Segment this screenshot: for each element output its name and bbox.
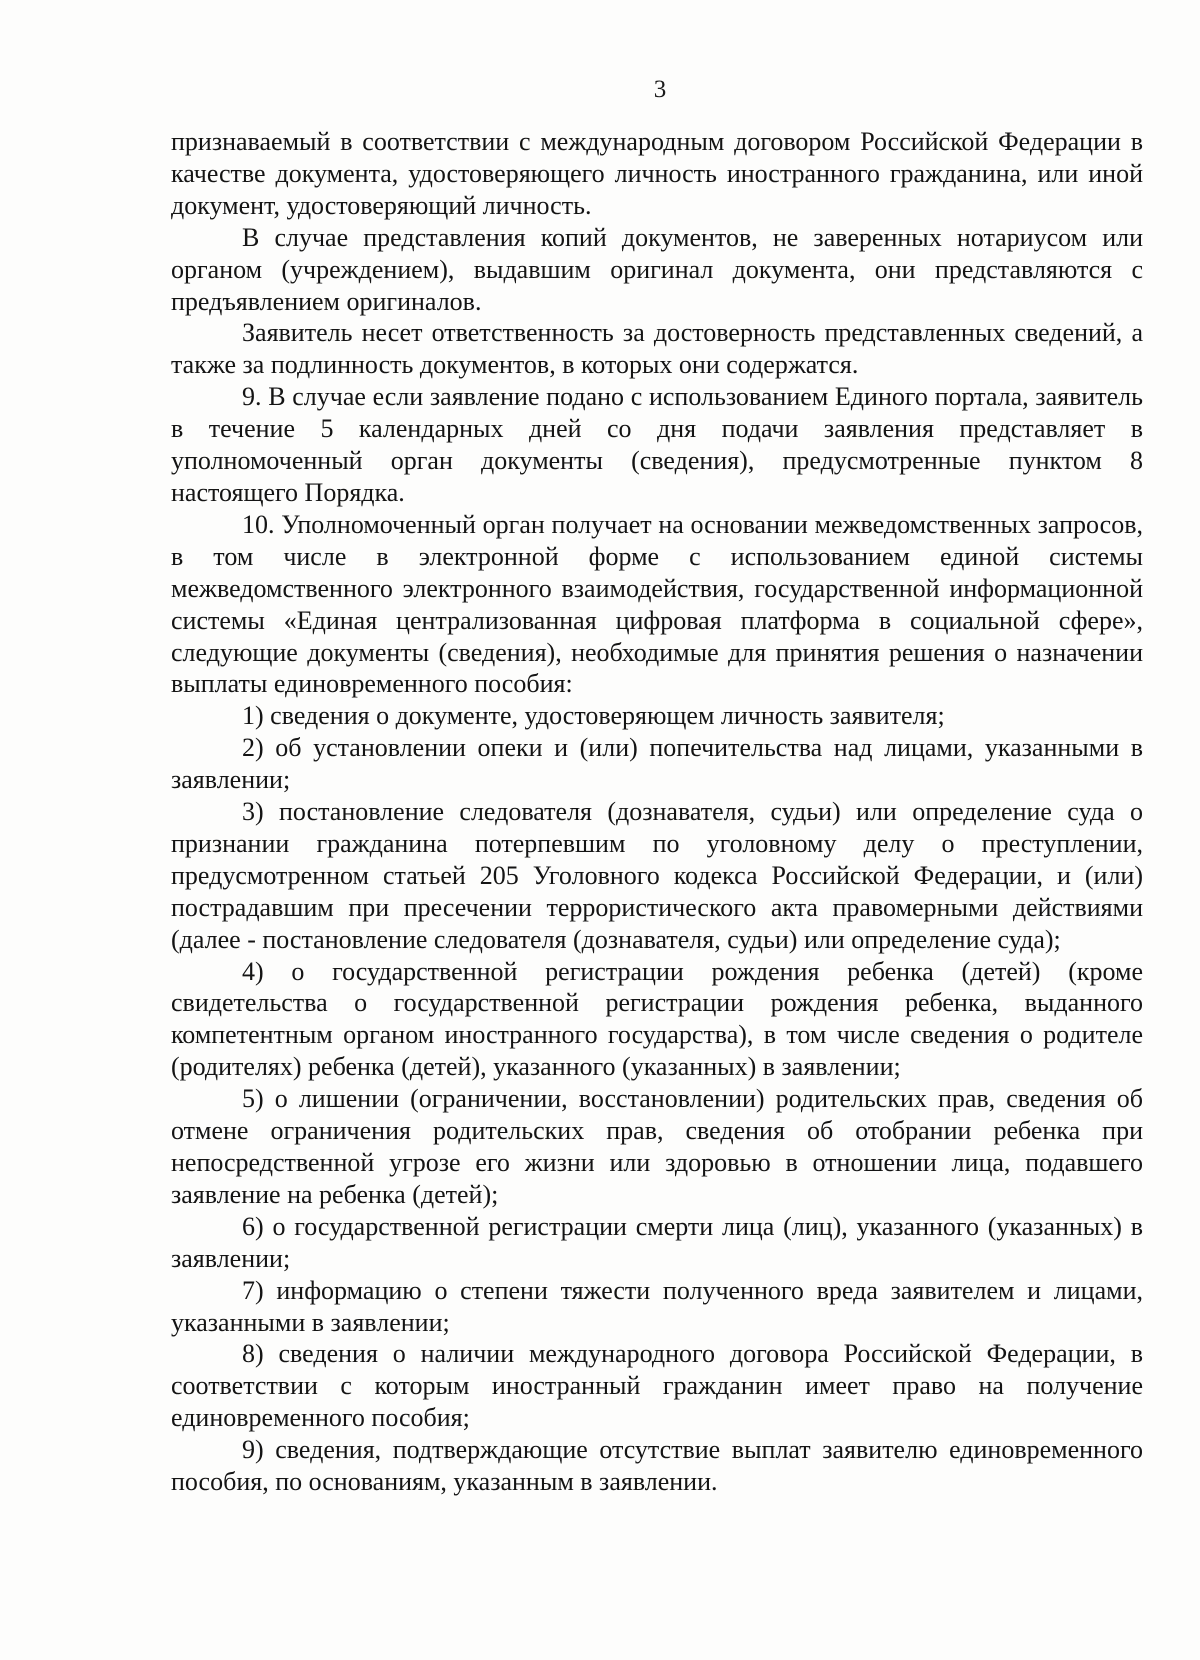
list-item-8: 8) сведения о наличии международного договора Российской Федерации, в соответствии с которым иностранный гражданин имеет право на получение единовременного пособия; xyxy=(171,1339,1143,1433)
list-item-4: 4) о государственной регистрации рождения ребенка (детей) (кроме свидетельства о государственной регистрации рождения ребенка, выданного компетентным органом иностранного государства), в том числе сведения о родителе (родителях) ребенка (детей), указанного (указанных) в заявлении; xyxy=(171,956,1143,1082)
page-number: 3 xyxy=(653,76,667,103)
paragraph-item-9: 9. В случае если заявление подано с использованием Единого портала, заявитель в течение 5 календарных дней со дня подачи заявления представляет в уполномоченный орган документы (сведения), предусмотренные пунктом 8 настоящего Порядка. xyxy=(171,382,1143,507)
document-body xyxy=(171,126,1143,1498)
list-item-5: 5) о лишении (ограничении, восстановлении) родительских прав, сведения об отмене ограничения родительских прав, сведения об отобрании ребенка при непосредственной угрозе его жизни или здоровью в отношении лица, подавшего заявление на ребенка (детей); xyxy=(171,1084,1143,1209)
paragraph-copies-of-documents: В случае представления копий документов, не заверенных нотариусом или органом (учреждением), выдавшим оригинал документа, они представляются с предъявлением оригиналов. xyxy=(171,222,1143,316)
list-item-1: 1) сведения о документе, удостоверяющем личность заявителя; xyxy=(242,701,945,731)
paragraph-applicant-responsibility: Заявитель несет ответственность за достоверность представленных сведений, а также за подлинность документов, в которых они содержатся. xyxy=(171,318,1143,380)
paragraph-identity-document: признаваемый в соответствии с международным договором Российской Федерации в качестве документа, удостоверяющего личность иностранного гражданина, или иной документ, удостоверяющий личность. xyxy=(171,127,1143,220)
list-item-2: 2) об установлении опеки и (или) попечительства над лицами, указанными в заявлении; xyxy=(171,733,1143,795)
list-item-9: 9) сведения, подтверждающие отсутствие выплат заявителю единовременного пособия, по основаниям, указанным в заявлении. xyxy=(171,1435,1143,1497)
list-item-6: 6) о государственной регистрации смерти лица (лиц), указанного (указанных) в заявлении; xyxy=(171,1211,1143,1273)
list-item-3: 3) постановление следователя (дознавателя, судьи) или определение суда о признании гражданина потерпевшим по уголовному делу о преступлении, предусмотренном статьей 205 Уголовного кодекса Российской Федерации, и (или) пострадавшим при пресечении террористического акта правомерными действиями (далее - постановление следователя (дознавателя, судьи) или определение суда); xyxy=(171,797,1143,954)
paragraph-item-10: 10. Уполномоченный орган получает на основании межведомственных запросов, в том числе в электронной форме с использованием единой системы межведомственного электронного взаимодействия, государственной информационной системы «Единая централизованная цифровая платформа в социальной сфере», следующие документы (сведения), необходимые для принятия решения о назначении выплаты единовременного пособия: xyxy=(171,509,1143,699)
list-item-7: 7) информацию о степени тяжести полученного вреда заявителем и лицами, указанными в заявлении; xyxy=(171,1275,1143,1337)
